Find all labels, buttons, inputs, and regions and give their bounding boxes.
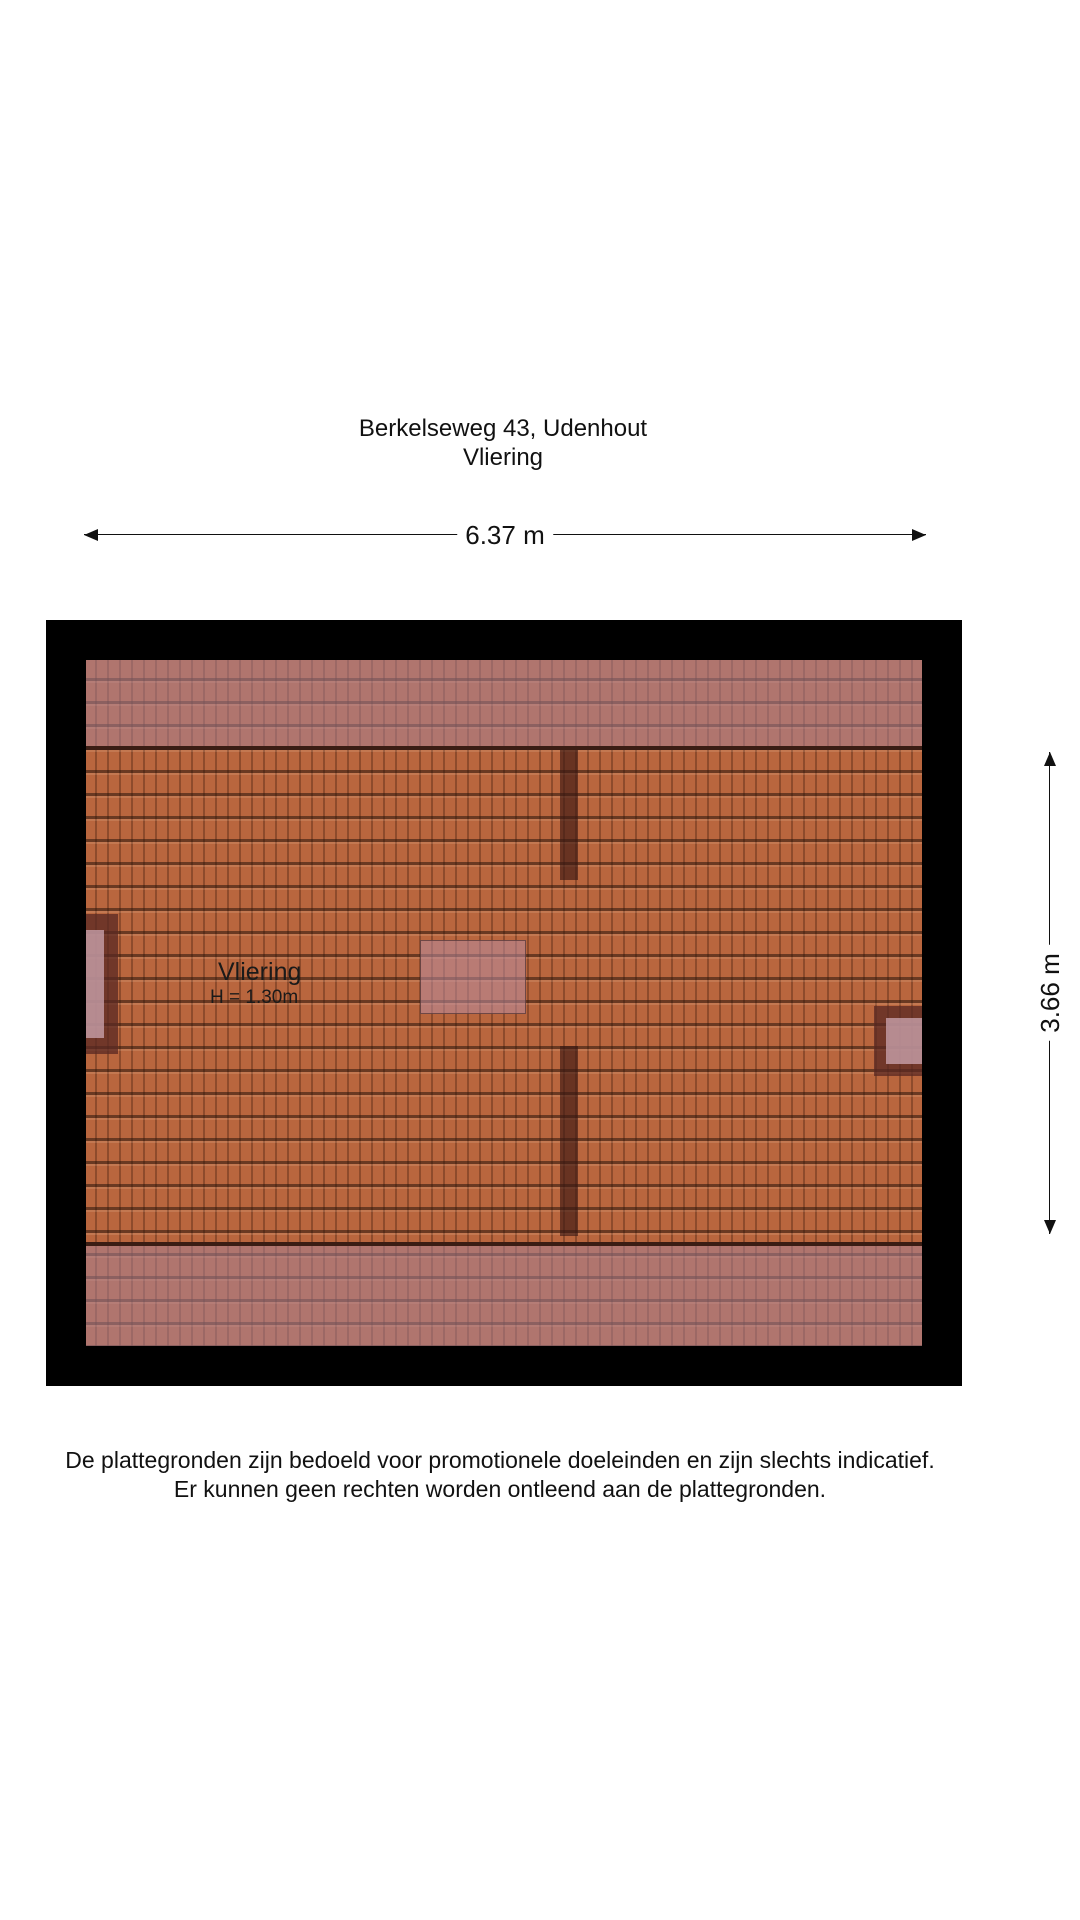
roof-eave-bottom [86, 1242, 922, 1346]
roof-eave-top [86, 660, 922, 750]
width-dimension [84, 520, 926, 550]
attic-hatch [420, 940, 526, 1014]
disclaimer-line-1: De plattegronden zijn bedoeld voor promotionele doeleinden en zijn slechts indicatief. [65, 1447, 935, 1473]
disclaimer [0, 1446, 1000, 1504]
arrow-down-icon [1044, 1220, 1056, 1234]
roof-tiles-area [86, 660, 922, 1346]
width-dimension-label: 6.37 m [457, 520, 553, 550]
roof-beam-lower [560, 1046, 578, 1236]
floor-plan [46, 620, 962, 1386]
plan-title [0, 414, 1006, 472]
arrow-right-icon [912, 529, 926, 541]
arrow-up-icon [1044, 752, 1056, 766]
arrow-left-icon [84, 529, 98, 541]
roof-window-right [874, 1006, 922, 1076]
address-title: Berkelseweg 43, Udenhout [358, 415, 648, 442]
floor-title: Vliering [462, 444, 544, 471]
room-label: Vliering [218, 958, 302, 986]
roof-window-left [86, 914, 118, 1054]
room-height-label: H = 1.30m [210, 987, 299, 1008]
depth-dimension [1035, 752, 1065, 1234]
disclaimer-line-2: Er kunnen geen rechten worden ontleend aan de plattegronden. [173, 1476, 827, 1502]
roof-beam-upper [560, 750, 578, 880]
depth-dimension-label: 3.66 m [1035, 945, 1065, 1041]
